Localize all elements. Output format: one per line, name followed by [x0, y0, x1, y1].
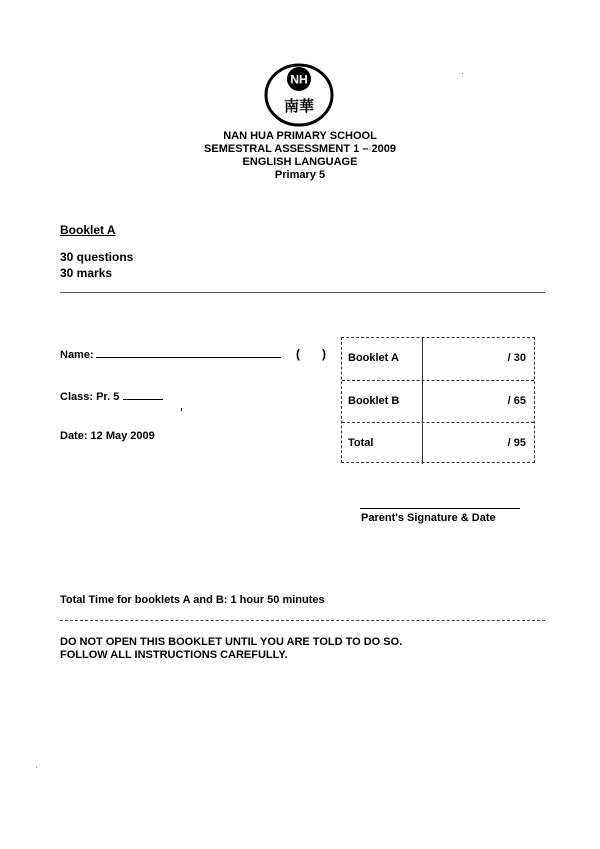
class-label: Class: Pr. 5	[60, 391, 120, 403]
instruction-line: FOLLOW ALL INSTRUCTIONS CAREFULLY.	[60, 649, 288, 661]
booklet-title: Booklet A	[60, 223, 116, 237]
logo-chinese-name: 南華	[283, 97, 315, 115]
score-label: Booklet A	[348, 352, 399, 364]
school-name: NAN HUA PRIMARY SCHOOL	[223, 130, 377, 142]
score-value: / 30	[507, 352, 526, 364]
score-value: / 65	[507, 395, 526, 407]
date-field: Date: 12 May 2009	[60, 430, 155, 442]
signature-line	[360, 508, 520, 509]
paren-close: )	[322, 347, 326, 361]
instruction-line: DO NOT OPEN THIS BOOKLET UNTIL YOU ARE TOLD TO DO SO.	[60, 636, 403, 648]
mark-count: 30 marks	[60, 266, 113, 280]
question-count: 30 questions	[60, 250, 134, 264]
score-label: Booklet B	[348, 395, 400, 407]
score-value: / 95	[507, 437, 526, 449]
register-number-brackets	[296, 347, 326, 361]
signature-label: Parent's Signature & Date	[361, 512, 496, 524]
section-divider	[60, 292, 545, 293]
table-column-divider	[422, 338, 423, 464]
score-table	[341, 337, 535, 463]
name-blank	[96, 348, 281, 358]
scan-speck	[462, 73, 463, 74]
name-label: Name:	[60, 349, 94, 361]
score-row-booklet-b	[342, 380, 534, 422]
exam-header	[0, 130, 600, 182]
booklet-info	[60, 249, 133, 281]
total-time: Total Time for booklets A and B: 1 hour 50 minutes	[60, 594, 325, 606]
score-label: Total	[348, 437, 374, 449]
footer-divider	[60, 620, 545, 621]
logo-initials: NH	[290, 72, 308, 87]
name-field	[60, 348, 281, 361]
scan-speck	[36, 767, 37, 768]
assessment-title: SEMESTRAL ASSESSMENT 1 – 2009	[204, 143, 396, 155]
instructions	[60, 636, 402, 662]
level-title: Primary 5	[274, 169, 326, 181]
school-logo	[264, 63, 334, 127]
class-blank	[123, 390, 163, 400]
class-field	[60, 390, 163, 403]
stray-mark	[181, 408, 182, 411]
subject-title: ENGLISH LANGUAGE	[242, 156, 358, 168]
paren-open: (	[296, 347, 300, 361]
score-row-total	[342, 422, 534, 464]
score-row-booklet-a	[342, 338, 534, 380]
